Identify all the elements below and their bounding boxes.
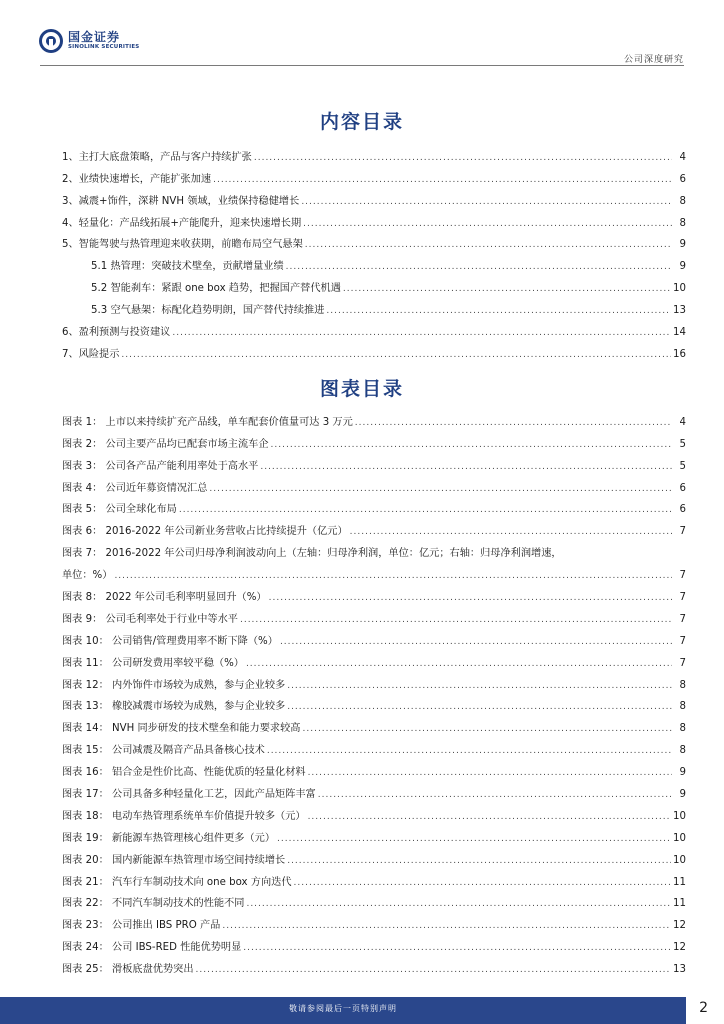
entry-text: 3、减震+饰件，深耕 NVH 领域，业绩保持稳健增长: [62, 195, 300, 207]
entry-text: 图表 22： 不同汽车制动技术的性能不同: [62, 898, 245, 910]
dot-leader: [308, 766, 672, 780]
entry-page-number: 12: [673, 920, 686, 932]
logo-en: SINOLINK SECURITIES: [68, 44, 140, 51]
dot-leader: [260, 460, 672, 474]
entry-text: 图表 24： 公司 IBS-RED 性能优势明显: [62, 942, 242, 954]
dot-leader: [222, 919, 671, 933]
entry-text: 图表 15： 公司减震及隔音产品具备核心技术: [62, 745, 265, 757]
entry-page-number: 6: [679, 482, 686, 494]
figure-entry[interactable]: [62, 758, 686, 780]
entry-text: 图表 25： 滑板底盘优势突出: [62, 964, 194, 976]
entry-page-number: 9: [679, 239, 686, 251]
dot-leader: [213, 173, 672, 187]
entry-page-number: 14: [673, 327, 686, 339]
entry-text: 图表 13： 橡胶减震市场较为成熟，参与企业较多: [62, 701, 286, 713]
contents-entry[interactable]: [62, 143, 686, 165]
contents-list: [62, 143, 686, 362]
entry-page-number: 7: [679, 570, 686, 582]
contents-entry[interactable]: [62, 274, 686, 296]
entry-text: 5、智能驾驶与热管理迎来收获期，前瞻布局空气悬架: [62, 239, 303, 251]
dot-leader: [277, 832, 671, 846]
entry-page-number: 11: [673, 898, 686, 910]
figure-entry[interactable]: [62, 824, 686, 846]
entry-text: 7、风险提示: [62, 348, 120, 360]
dot-leader: [343, 282, 671, 296]
figure-entry[interactable]: [62, 868, 686, 890]
header-divider: [40, 65, 684, 66]
figure-entry[interactable]: [62, 583, 686, 605]
entry-text: 5.3 空气悬架：标配化趋势明朗，国产替代持续推进: [91, 305, 325, 317]
entry-text: 图表 9： 公司毛利率处于行业中等水平: [62, 613, 238, 625]
entry-page-number: 7: [679, 526, 686, 538]
dot-leader: [326, 304, 671, 318]
entry-text: 图表 21： 汽车行车制动技术向 one box 方向迭代: [62, 876, 292, 888]
dot-leader: [280, 635, 672, 649]
entry-text: 图表 11： 公司研发费用率较平稳（%）: [62, 657, 244, 669]
contents-entry[interactable]: [62, 165, 686, 187]
logo-mark-icon: [38, 28, 64, 54]
entry-page-number: 4: [679, 151, 686, 163]
dot-leader: [355, 416, 672, 430]
contents-entry[interactable]: [62, 318, 686, 340]
entry-text: 1、主打大底盘策略，产品与客户持续扩张: [62, 151, 252, 163]
dot-leader: [121, 348, 671, 362]
dot-leader: [301, 195, 672, 209]
dot-leader: [286, 260, 672, 274]
entry-page-number: 13: [673, 964, 686, 976]
entry-page-number: 6: [679, 173, 686, 185]
dot-leader: [308, 810, 671, 824]
contents-entry[interactable]: [62, 340, 686, 362]
figure-entry[interactable]: [62, 496, 686, 518]
entry-page-number: 9: [679, 789, 686, 801]
entry-text: 图表 17： 公司具备多种轻量化工艺，因此产品矩阵丰富: [62, 789, 316, 801]
entry-text: 6、盈利预测与投资建议: [62, 327, 171, 339]
entry-page-number: 10: [673, 832, 686, 844]
entry-page-number: 8: [679, 679, 686, 691]
page-header: [0, 0, 724, 66]
logo-cn: 国金证券: [68, 30, 121, 45]
dot-leader: [318, 788, 672, 802]
entry-page-number: 7: [679, 635, 686, 647]
dot-leader: [294, 876, 672, 890]
entry-text: 图表 2： 公司主要产品均已配套市场主流车企: [62, 438, 269, 450]
entry-text: 图表 6： 2016-2022 年公司新业务营收占比持续提升（亿元）: [62, 526, 348, 538]
entry-page-number: 8: [679, 723, 686, 735]
dot-leader: [246, 897, 671, 911]
contents-title: 内容目录: [319, 111, 404, 133]
entry-page-number: 8: [679, 195, 686, 207]
entry-page-number: 5: [679, 438, 686, 450]
entry-page-number: 5: [679, 460, 686, 472]
entry-text: 图表 12： 内外饰件市场较为成熟，参与企业较多: [62, 679, 286, 691]
dot-leader: [350, 525, 672, 539]
figure-entry[interactable]: [62, 780, 686, 802]
dot-leader: [179, 503, 672, 517]
figure-entry[interactable]: [62, 714, 686, 736]
entry-page-number: 9: [679, 767, 686, 779]
figures-title: 图表目录: [319, 378, 404, 400]
entry-page-number: 11: [673, 876, 686, 888]
entry-page-number: 8: [679, 745, 686, 757]
figure-entry[interactable]: [62, 605, 686, 627]
entry-page-number: 8: [679, 217, 686, 229]
figure-entry[interactable]: [62, 955, 686, 977]
figure-entry[interactable]: [62, 649, 686, 671]
entry-text: 图表 10： 公司销售/管理费用率不断下降（%）: [62, 635, 278, 647]
figure-entry[interactable]: [62, 539, 686, 583]
dot-leader: [287, 700, 672, 714]
entry-page-number: 6: [679, 504, 686, 516]
entry-text: 图表 14： NVH 同步研发的技术壁垒和能力要求较高: [62, 723, 301, 735]
entry-text: 5.1 热管理：突破技术壁垒，贡献增量业绩: [91, 261, 284, 273]
entry-page-number: 7: [679, 613, 686, 625]
entry-page-number: 10: [673, 283, 686, 295]
figure-entry[interactable]: [62, 517, 686, 539]
entry-page-number: 4: [679, 416, 686, 428]
entry-text-continued: 单位：%）: [62, 570, 113, 582]
entry-text: 4、轻量化：产品线拓展+产能爬升，迎来快速增长期: [62, 217, 302, 229]
contents-entry[interactable]: [62, 252, 686, 274]
entry-text: 图表 1： 上市以来持续扩充产品线，单车配套价值量可达 3 万元: [62, 416, 353, 428]
entry-text: 2、业绩快速增长，产能扩张加速: [62, 173, 212, 185]
entry-page-number: 13: [673, 305, 686, 317]
dot-leader: [287, 679, 672, 693]
dot-leader: [196, 963, 672, 977]
entry-page-number: 7: [679, 592, 686, 604]
figure-entry[interactable]: [62, 474, 686, 496]
dot-leader: [114, 569, 672, 583]
entry-text: 5.2 智能刹车：紧跟 one box 趋势，把握国产替代机遇: [91, 283, 341, 295]
figure-entry[interactable]: [62, 911, 686, 933]
entry-text: 图表 5： 公司全球化布局: [62, 504, 177, 516]
entry-text: 图表 4： 公司近年募资情况汇总: [62, 482, 208, 494]
contents-entry[interactable]: [62, 231, 686, 253]
entry-text: 图表 16： 铝合金是性价比高、性能优质的轻量化材料: [62, 767, 306, 779]
entry-text: 图表 23： 公司推出 IBS PRO 产品: [62, 920, 221, 932]
figures-list: [62, 408, 686, 977]
dot-leader: [209, 482, 672, 496]
document-type: 公司深度研究: [623, 55, 684, 65]
dot-leader: [246, 657, 672, 671]
contents-entry[interactable]: [62, 296, 686, 318]
entry-page-number: 10: [673, 854, 686, 866]
dot-leader: [303, 217, 672, 231]
figure-entry[interactable]: [62, 452, 686, 474]
dot-leader: [269, 591, 672, 605]
dot-leader: [267, 744, 672, 758]
figure-entry[interactable]: [62, 671, 686, 693]
entry-text: 图表 19： 新能源车热管理核心组件更多（元）: [62, 832, 276, 844]
entry-text: 图表 20： 国内新能源车热管理市场空间持续增长: [62, 854, 286, 866]
dot-leader: [243, 941, 671, 955]
dot-leader: [240, 613, 672, 627]
entry-text: 图表 8： 2022 年公司毛利率明显回升（%）: [62, 592, 267, 604]
dot-leader: [305, 238, 672, 252]
contents-entry[interactable]: [62, 209, 686, 231]
entry-page-number: 12: [673, 942, 686, 954]
dot-leader: [271, 438, 672, 452]
figure-entry[interactable]: [62, 693, 686, 715]
entry-page-number: 16: [673, 348, 686, 360]
figure-entry[interactable]: [62, 846, 686, 868]
figure-entry[interactable]: [62, 890, 686, 912]
dot-leader: [254, 151, 672, 165]
dot-leader: [172, 326, 671, 340]
figure-entry[interactable]: [62, 736, 686, 758]
entry-page-number: 8: [679, 701, 686, 713]
entry-text: 图表 3： 公司各产品产能利用率处于高水平: [62, 460, 259, 472]
entry-text: 图表 18： 电动车热管理系统单车价值提升较多（元）: [62, 810, 306, 822]
entry-page-number: 7: [679, 657, 686, 669]
entry-text: 图表 7： 2016-2022 年公司归母净利润波动向上（左轴：归母净利润，单位：亿元；右轴：归母净利润增速，: [62, 548, 562, 560]
entry-page-number: 10: [673, 810, 686, 822]
page-number: 2: [699, 1000, 708, 1016]
company-logo: [38, 28, 139, 54]
footer-disclaimer: 敬请参阅最后一页特别声明: [289, 1004, 397, 1013]
entry-page-number: 9: [679, 261, 686, 273]
dot-leader: [303, 722, 673, 736]
figure-entry[interactable]: [62, 802, 686, 824]
figure-entry[interactable]: [62, 430, 686, 452]
contents-entry[interactable]: [62, 187, 686, 209]
figure-entry[interactable]: [62, 933, 686, 955]
figure-entry[interactable]: [62, 627, 686, 649]
dot-leader: [287, 854, 671, 868]
figure-entry[interactable]: [62, 408, 686, 430]
